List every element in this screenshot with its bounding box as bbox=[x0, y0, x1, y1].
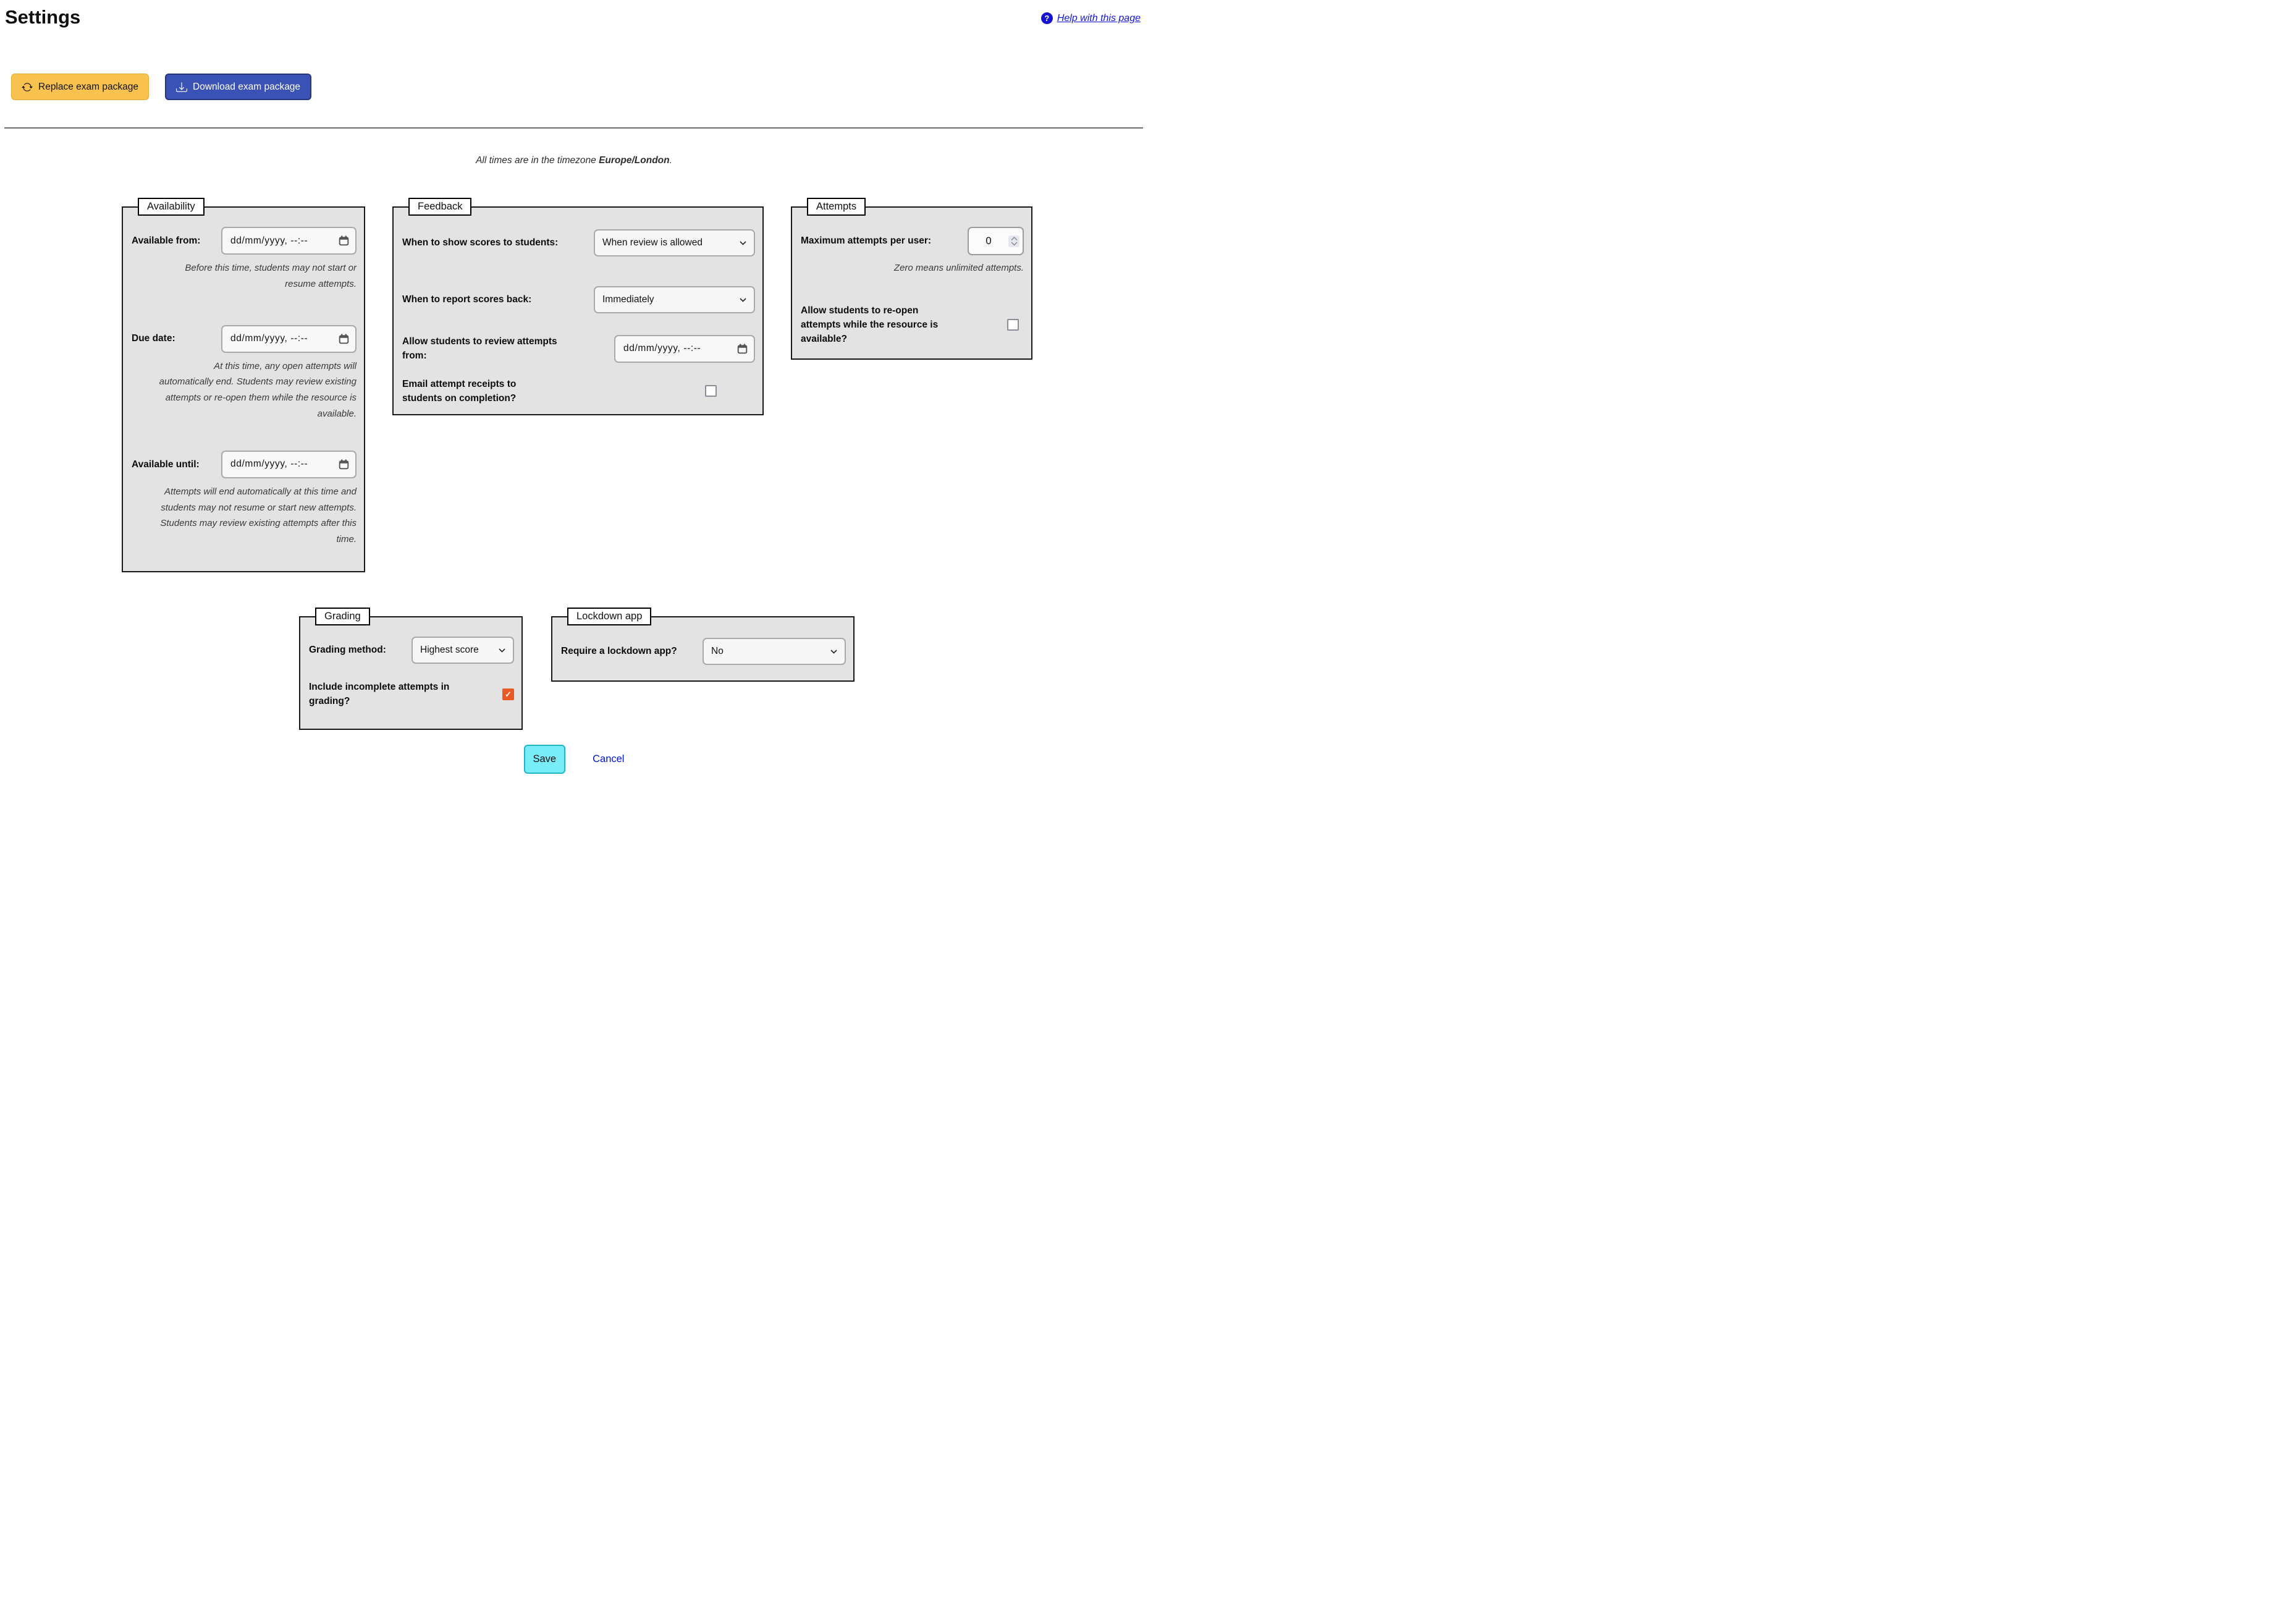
chevron-down-icon bbox=[740, 298, 746, 302]
report-scores-value: Immediately bbox=[602, 294, 654, 305]
max-attempts-label: Maximum attempts per user: bbox=[801, 235, 932, 247]
download-exam-package-label: Download exam package bbox=[193, 81, 301, 92]
reopen-attempts-row bbox=[801, 303, 1024, 347]
divider bbox=[4, 127, 1143, 129]
email-receipts-label: Email attempt receipts to students on completion? bbox=[402, 378, 517, 404]
require-lockdown-label: Require a lockdown app? bbox=[561, 646, 677, 657]
settings-page bbox=[0, 0, 1148, 798]
max-attempts-value: 0 bbox=[986, 235, 992, 247]
available-from-label: Available from: bbox=[132, 235, 201, 246]
available-until-help: Attempts will end automatically at this time and students may not resume or start new attempts. Students may review existing attempts after this time. bbox=[160, 486, 357, 545]
attempts-legend: Attempts bbox=[807, 198, 866, 216]
timezone-note-suffix: . bbox=[669, 155, 672, 166]
include-incomplete-row bbox=[309, 680, 514, 709]
timezone-note bbox=[0, 155, 1148, 166]
grading-fieldset bbox=[299, 608, 523, 730]
review-from-label: Allow students to review attempts from: bbox=[402, 336, 557, 362]
show-scores-value: When review is allowed bbox=[602, 237, 703, 248]
replace-exam-package-label: Replace exam package bbox=[38, 81, 138, 92]
download-exam-package-button[interactable] bbox=[165, 74, 311, 100]
show-scores-label: When to show scores to students: bbox=[402, 237, 559, 248]
review-from-row bbox=[402, 334, 755, 363]
save-button[interactable]: Save bbox=[524, 745, 566, 774]
require-lockdown-row bbox=[561, 638, 846, 665]
feedback-legend: Feedback bbox=[408, 198, 471, 216]
require-lockdown-value: No bbox=[711, 646, 724, 656]
attempts-fieldset bbox=[791, 198, 1032, 360]
review-from-placeholder: dd/mm/yyyy, --:-- bbox=[623, 343, 701, 354]
max-attempts-help: Zero means unlimited attempts. bbox=[893, 263, 1024, 273]
calendar-icon[interactable] bbox=[339, 235, 349, 246]
require-lockdown-select[interactable] bbox=[703, 638, 846, 665]
grading-method-row bbox=[309, 637, 514, 664]
grading-method-value: Highest score bbox=[420, 645, 479, 655]
toolbar bbox=[11, 74, 311, 100]
available-from-row bbox=[132, 227, 357, 255]
due-date-help: At this time, any open attempts will automatically end. Students may review existing attempts or re-open them while the resource is available. bbox=[159, 360, 357, 419]
report-scores-row bbox=[402, 286, 755, 313]
available-until-label: Available until: bbox=[132, 459, 200, 470]
available-from-placeholder: dd/mm/yyyy, --:-- bbox=[230, 235, 308, 246]
grading-method-select[interactable] bbox=[412, 637, 514, 664]
help-link-label: Help with this page bbox=[1057, 12, 1141, 23]
due-date-label: Due date: bbox=[132, 333, 175, 344]
grading-method-label: Grading method: bbox=[309, 645, 386, 656]
email-receipts-row bbox=[402, 377, 755, 406]
calendar-icon[interactable] bbox=[339, 334, 349, 344]
availability-fieldset bbox=[122, 198, 365, 572]
reopen-attempts-checkbox[interactable] bbox=[1007, 319, 1019, 331]
show-scores-row bbox=[402, 229, 755, 256]
page-title: Settings bbox=[5, 6, 81, 28]
availability-legend: Availability bbox=[138, 198, 205, 216]
calendar-icon[interactable] bbox=[737, 344, 748, 354]
timezone-value: Europe/London bbox=[599, 155, 670, 166]
report-scores-select[interactable] bbox=[594, 286, 755, 313]
available-until-input[interactable] bbox=[221, 451, 357, 478]
lockdown-fieldset bbox=[551, 608, 855, 682]
chevron-down-icon bbox=[499, 648, 505, 653]
refresh-icon bbox=[22, 82, 33, 93]
number-stepper[interactable] bbox=[1008, 235, 1019, 247]
replace-exam-package-button[interactable] bbox=[11, 74, 149, 100]
form-actions bbox=[0, 745, 1148, 774]
due-date-placeholder: dd/mm/yyyy, --:-- bbox=[230, 333, 308, 344]
show-scores-select[interactable] bbox=[594, 229, 755, 256]
grading-legend: Grading bbox=[315, 608, 370, 625]
feedback-fieldset bbox=[392, 198, 764, 415]
include-incomplete-checkbox[interactable] bbox=[502, 688, 514, 700]
review-from-input[interactable] bbox=[614, 335, 755, 363]
available-until-placeholder: dd/mm/yyyy, --:-- bbox=[230, 459, 308, 470]
reopen-attempts-label: Allow students to re-open attempts while the resource is available? bbox=[801, 305, 939, 345]
lockdown-legend: Lockdown app bbox=[567, 608, 651, 625]
question-mark-icon: ? bbox=[1041, 12, 1053, 24]
chevron-down-icon bbox=[740, 241, 746, 245]
timezone-note-prefix: All times are in the timezone bbox=[476, 155, 599, 166]
email-receipts-checkbox[interactable] bbox=[705, 385, 717, 397]
help-link[interactable] bbox=[1041, 12, 1141, 24]
include-incomplete-label: Include incomplete attempts in grading? bbox=[309, 682, 450, 707]
due-date-row bbox=[132, 325, 357, 353]
download-icon bbox=[176, 82, 187, 93]
chevron-down-icon bbox=[830, 650, 837, 654]
max-attempts-input[interactable] bbox=[968, 227, 1024, 255]
cancel-link[interactable]: Cancel bbox=[593, 753, 625, 765]
max-attempts-row bbox=[801, 227, 1024, 255]
available-from-help: Before this time, students may not start or resume attempts. bbox=[185, 263, 357, 289]
due-date-input[interactable] bbox=[221, 325, 357, 353]
available-from-input[interactable] bbox=[221, 227, 357, 255]
report-scores-label: When to report scores back: bbox=[402, 294, 532, 305]
calendar-icon[interactable] bbox=[339, 459, 349, 470]
available-until-row bbox=[132, 451, 357, 478]
